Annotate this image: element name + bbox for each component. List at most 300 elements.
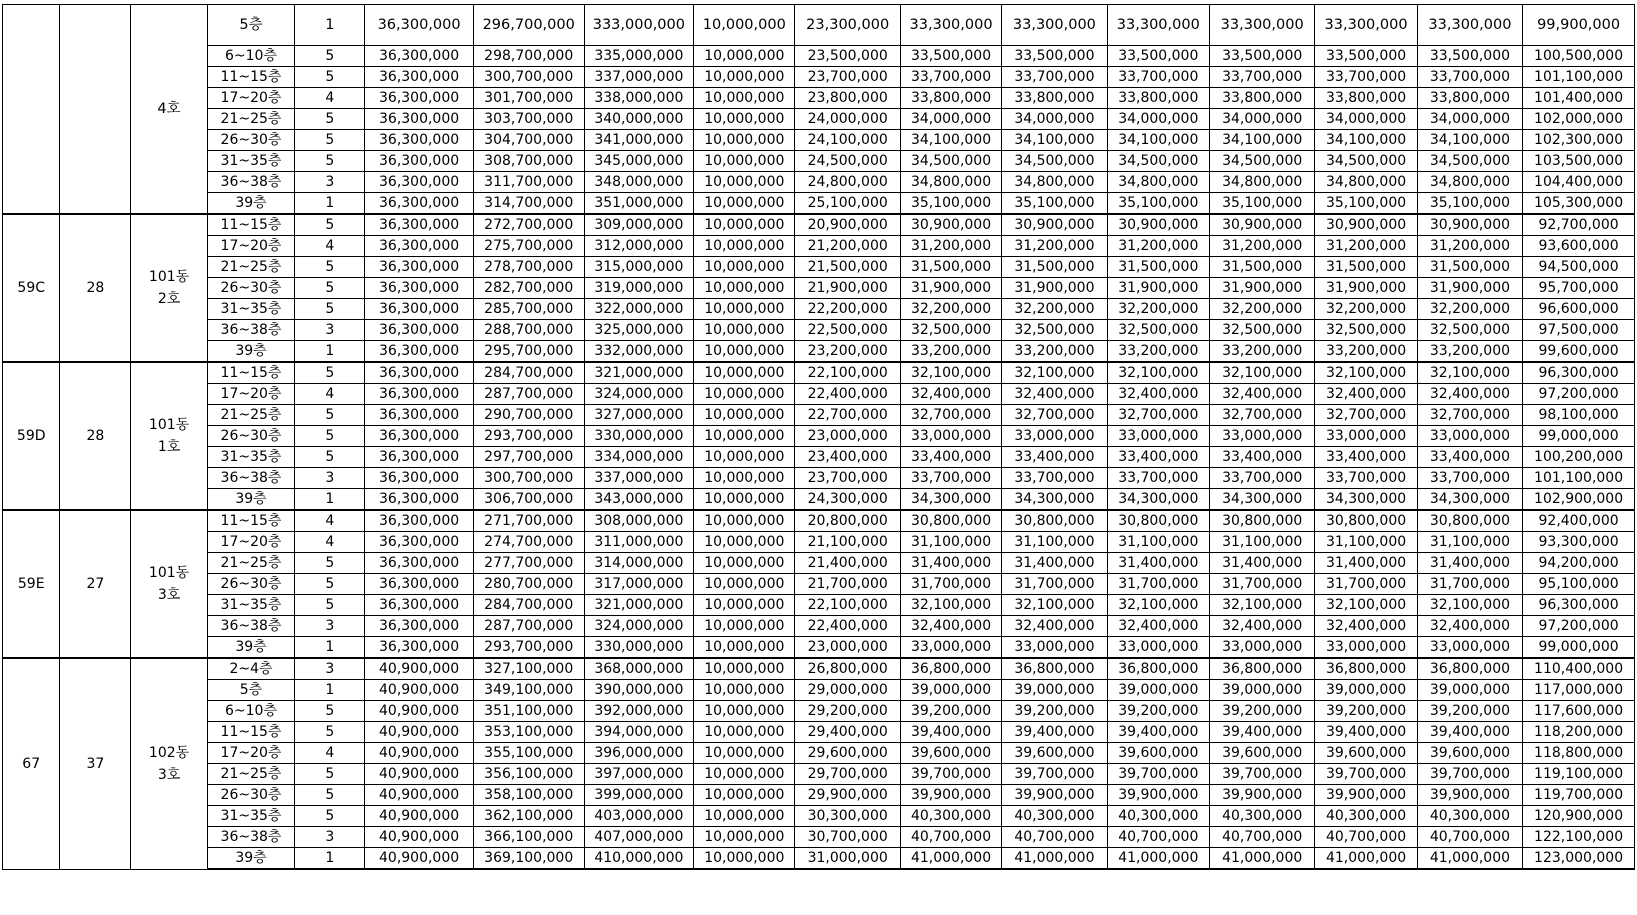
price-cell: 36,300,000 <box>365 510 474 532</box>
price-cell: 36,300,000 <box>365 341 474 363</box>
price-cell: 355,100,000 <box>473 743 584 764</box>
unit-count-cell: 5 <box>295 553 365 574</box>
price-cell: 96,300,000 <box>1523 362 1635 384</box>
price-cell: 32,500,000 <box>1107 320 1209 341</box>
price-cell: 392,000,000 <box>584 701 694 722</box>
price-cell: 338,000,000 <box>584 88 694 109</box>
price-cell: 10,000,000 <box>694 785 795 806</box>
price-cell: 36,300,000 <box>365 405 474 426</box>
price-cell: 39,600,000 <box>1107 743 1209 764</box>
price-cell: 36,300,000 <box>365 172 474 193</box>
unit-count-cell: 5 <box>295 806 365 827</box>
table-row <box>3 785 1635 806</box>
price-cell: 278,700,000 <box>473 257 584 278</box>
floor-range-cell: 36~38층 <box>207 616 295 637</box>
price-cell: 110,400,000 <box>1523 658 1635 680</box>
price-cell: 40,700,000 <box>1107 827 1209 848</box>
price-cell: 23,000,000 <box>795 637 900 659</box>
price-cell: 36,300,000 <box>365 236 474 257</box>
price-cell: 39,900,000 <box>1417 785 1522 806</box>
price-cell: 312,000,000 <box>584 236 694 257</box>
price-cell: 32,100,000 <box>1315 595 1417 616</box>
price-cell: 23,300,000 <box>795 5 900 46</box>
price-cell: 290,700,000 <box>473 405 584 426</box>
floor-range-cell: 39층 <box>207 489 295 511</box>
unit-count-cell: 3 <box>295 468 365 489</box>
price-cell: 39,200,000 <box>1002 701 1107 722</box>
price-cell: 394,000,000 <box>584 722 694 743</box>
household-count-cell: 28 <box>60 362 131 510</box>
price-cell: 308,000,000 <box>584 510 694 532</box>
price-cell: 29,700,000 <box>795 764 900 785</box>
price-cell: 21,200,000 <box>795 236 900 257</box>
price-cell: 31,200,000 <box>1002 236 1107 257</box>
floor-range-cell: 31~35층 <box>207 151 295 172</box>
price-cell: 284,700,000 <box>473 595 584 616</box>
price-cell: 397,000,000 <box>584 764 694 785</box>
price-cell: 41,000,000 <box>1417 848 1522 870</box>
price-cell: 10,000,000 <box>694 236 795 257</box>
price-cell: 102,000,000 <box>1523 109 1635 130</box>
unit-count-cell: 1 <box>295 680 365 701</box>
price-cell: 31,900,000 <box>1002 278 1107 299</box>
price-cell: 31,400,000 <box>1315 553 1417 574</box>
price-cell: 40,300,000 <box>1107 806 1209 827</box>
price-cell: 33,300,000 <box>900 5 1001 46</box>
floor-range-cell: 26~30층 <box>207 130 295 151</box>
price-cell: 36,300,000 <box>365 278 474 299</box>
price-cell: 32,400,000 <box>1209 616 1314 637</box>
price-cell: 24,000,000 <box>795 109 900 130</box>
price-cell: 36,800,000 <box>1417 658 1522 680</box>
price-cell: 36,300,000 <box>365 214 474 236</box>
price-cell: 33,000,000 <box>1417 426 1522 447</box>
table-row <box>3 214 1635 236</box>
price-cell: 39,600,000 <box>1002 743 1107 764</box>
price-cell: 40,900,000 <box>365 722 474 743</box>
price-cell: 10,000,000 <box>694 193 795 215</box>
price-cell: 40,300,000 <box>1002 806 1107 827</box>
unit-count-cell: 1 <box>295 489 365 511</box>
price-cell: 314,000,000 <box>584 553 694 574</box>
price-cell: 119,700,000 <box>1523 785 1635 806</box>
price-cell: 32,200,000 <box>900 299 1001 320</box>
price-cell: 297,700,000 <box>473 447 584 468</box>
price-cell: 10,000,000 <box>694 574 795 595</box>
price-table <box>2 4 1635 870</box>
table-row <box>3 426 1635 447</box>
price-cell: 22,400,000 <box>795 616 900 637</box>
table-row <box>3 341 1635 363</box>
price-cell: 31,500,000 <box>1209 257 1314 278</box>
price-cell: 33,400,000 <box>1107 447 1209 468</box>
price-cell: 120,900,000 <box>1523 806 1635 827</box>
price-cell: 330,000,000 <box>584 426 694 447</box>
price-cell: 32,200,000 <box>1107 299 1209 320</box>
price-cell: 32,500,000 <box>1315 320 1417 341</box>
price-cell: 40,700,000 <box>1315 827 1417 848</box>
price-cell: 100,200,000 <box>1523 447 1635 468</box>
price-cell: 33,400,000 <box>1417 447 1522 468</box>
price-cell: 36,800,000 <box>1107 658 1209 680</box>
price-cell: 36,300,000 <box>365 362 474 384</box>
price-cell: 303,700,000 <box>473 109 584 130</box>
price-cell: 31,700,000 <box>1107 574 1209 595</box>
price-cell: 34,000,000 <box>1002 109 1107 130</box>
price-cell: 36,300,000 <box>365 5 474 46</box>
table-row <box>3 405 1635 426</box>
price-cell: 34,000,000 <box>900 109 1001 130</box>
price-cell: 10,000,000 <box>694 130 795 151</box>
price-cell: 39,000,000 <box>1315 680 1417 701</box>
table-row <box>3 67 1635 88</box>
price-cell: 33,200,000 <box>1209 341 1314 363</box>
floor-range-cell: 31~35층 <box>207 447 295 468</box>
price-cell: 34,300,000 <box>1315 489 1417 511</box>
price-cell: 35,100,000 <box>1209 193 1314 215</box>
price-cell: 10,000,000 <box>694 5 795 46</box>
price-cell: 32,500,000 <box>1417 320 1522 341</box>
price-cell: 94,500,000 <box>1523 257 1635 278</box>
price-cell: 32,400,000 <box>1417 384 1522 405</box>
table-row <box>3 193 1635 215</box>
price-cell: 32,100,000 <box>1417 595 1522 616</box>
price-cell: 39,400,000 <box>1315 722 1417 743</box>
price-cell: 39,700,000 <box>1315 764 1417 785</box>
price-cell: 33,000,000 <box>1315 426 1417 447</box>
price-cell: 298,700,000 <box>473 46 584 67</box>
unit-count-cell: 4 <box>295 510 365 532</box>
price-cell: 309,000,000 <box>584 214 694 236</box>
unit-label-cell: 4호 <box>131 5 207 215</box>
price-cell: 23,400,000 <box>795 447 900 468</box>
price-cell: 33,800,000 <box>1002 88 1107 109</box>
price-cell: 99,600,000 <box>1523 341 1635 363</box>
price-cell: 314,700,000 <box>473 193 584 215</box>
price-cell: 32,400,000 <box>1417 616 1522 637</box>
price-cell: 40,700,000 <box>900 827 1001 848</box>
unit-count-cell: 5 <box>295 785 365 806</box>
floor-range-cell: 36~38층 <box>207 172 295 193</box>
price-cell: 39,900,000 <box>1315 785 1417 806</box>
price-cell: 36,300,000 <box>365 67 474 88</box>
price-cell: 23,800,000 <box>795 88 900 109</box>
price-cell: 36,300,000 <box>365 489 474 511</box>
price-cell: 333,000,000 <box>584 5 694 46</box>
price-cell: 39,900,000 <box>900 785 1001 806</box>
unit-count-cell: 1 <box>295 637 365 659</box>
price-cell: 118,200,000 <box>1523 722 1635 743</box>
price-cell: 29,400,000 <box>795 722 900 743</box>
price-cell: 34,000,000 <box>1209 109 1314 130</box>
table-row <box>3 172 1635 193</box>
price-cell: 39,400,000 <box>900 722 1001 743</box>
price-cell: 40,700,000 <box>1209 827 1314 848</box>
price-cell: 10,000,000 <box>694 532 795 553</box>
unit-count-cell: 3 <box>295 172 365 193</box>
price-cell: 277,700,000 <box>473 553 584 574</box>
price-cell: 284,700,000 <box>473 362 584 384</box>
floor-range-cell: 31~35층 <box>207 806 295 827</box>
price-cell: 20,900,000 <box>795 214 900 236</box>
table-row <box>3 468 1635 489</box>
price-cell: 34,300,000 <box>900 489 1001 511</box>
price-cell: 34,100,000 <box>1107 130 1209 151</box>
unit-count-cell: 5 <box>295 722 365 743</box>
price-cell: 32,400,000 <box>1209 384 1314 405</box>
price-cell: 33,500,000 <box>1417 46 1522 67</box>
price-cell: 33,500,000 <box>1002 46 1107 67</box>
floor-range-cell: 11~15층 <box>207 510 295 532</box>
price-cell: 31,000,000 <box>795 848 900 870</box>
price-cell: 10,000,000 <box>694 743 795 764</box>
price-cell: 34,000,000 <box>1417 109 1522 130</box>
price-cell: 39,600,000 <box>1315 743 1417 764</box>
price-cell: 41,000,000 <box>1315 848 1417 870</box>
table-row <box>3 616 1635 637</box>
price-cell: 10,000,000 <box>694 384 795 405</box>
price-cell: 22,700,000 <box>795 405 900 426</box>
price-cell: 295,700,000 <box>473 341 584 363</box>
table-row <box>3 743 1635 764</box>
price-cell: 40,900,000 <box>365 743 474 764</box>
price-cell: 39,600,000 <box>1209 743 1314 764</box>
price-cell: 10,000,000 <box>694 278 795 299</box>
price-cell: 358,100,000 <box>473 785 584 806</box>
price-cell: 29,200,000 <box>795 701 900 722</box>
price-cell: 39,700,000 <box>900 764 1001 785</box>
price-cell: 306,700,000 <box>473 489 584 511</box>
price-cell: 296,700,000 <box>473 5 584 46</box>
price-cell: 293,700,000 <box>473 637 584 659</box>
price-cell: 22,400,000 <box>795 384 900 405</box>
price-cell: 287,700,000 <box>473 616 584 637</box>
unit-count-cell: 5 <box>295 278 365 299</box>
price-cell: 29,000,000 <box>795 680 900 701</box>
price-cell: 41,000,000 <box>900 848 1001 870</box>
type-cell: 59D <box>3 362 60 510</box>
price-cell: 30,900,000 <box>1209 214 1314 236</box>
floor-range-cell: 36~38층 <box>207 320 295 341</box>
price-cell: 40,300,000 <box>1209 806 1314 827</box>
price-cell: 33,200,000 <box>1315 341 1417 363</box>
price-cell: 31,700,000 <box>900 574 1001 595</box>
price-cell: 30,800,000 <box>900 510 1001 532</box>
price-cell: 40,900,000 <box>365 806 474 827</box>
price-cell: 396,000,000 <box>584 743 694 764</box>
price-cell: 92,400,000 <box>1523 510 1635 532</box>
table-row <box>3 637 1635 659</box>
price-cell: 36,300,000 <box>365 299 474 320</box>
price-cell: 10,000,000 <box>694 489 795 511</box>
price-cell: 32,100,000 <box>1002 362 1107 384</box>
price-cell: 39,200,000 <box>1315 701 1417 722</box>
price-cell: 31,200,000 <box>1315 236 1417 257</box>
price-cell: 369,100,000 <box>473 848 584 870</box>
price-cell: 33,500,000 <box>1209 46 1314 67</box>
price-cell: 36,300,000 <box>365 468 474 489</box>
household-count-cell: 37 <box>60 658 131 869</box>
price-cell: 10,000,000 <box>694 172 795 193</box>
price-cell: 24,800,000 <box>795 172 900 193</box>
price-cell: 301,700,000 <box>473 88 584 109</box>
price-cell: 40,900,000 <box>365 701 474 722</box>
floor-range-cell: 36~38층 <box>207 827 295 848</box>
floor-range-cell: 26~30층 <box>207 426 295 447</box>
price-cell: 10,000,000 <box>694 426 795 447</box>
price-cell: 274,700,000 <box>473 532 584 553</box>
unit-count-cell: 5 <box>295 46 365 67</box>
price-cell: 33,700,000 <box>1002 468 1107 489</box>
price-cell: 321,000,000 <box>584 362 694 384</box>
price-cell: 31,400,000 <box>1417 553 1522 574</box>
price-cell: 399,000,000 <box>584 785 694 806</box>
price-cell: 33,300,000 <box>1417 5 1522 46</box>
floor-range-cell: 26~30층 <box>207 785 295 806</box>
price-cell: 39,900,000 <box>1002 785 1107 806</box>
unit-count-cell: 5 <box>295 299 365 320</box>
price-cell: 36,300,000 <box>365 88 474 109</box>
unit-count-cell: 4 <box>295 384 365 405</box>
table-row <box>3 236 1635 257</box>
price-cell: 10,000,000 <box>694 680 795 701</box>
price-cell: 40,300,000 <box>900 806 1001 827</box>
price-cell: 26,800,000 <box>795 658 900 680</box>
price-cell: 410,000,000 <box>584 848 694 870</box>
unit-count-cell: 1 <box>295 5 365 46</box>
price-cell: 32,100,000 <box>1315 362 1417 384</box>
table-row <box>3 320 1635 341</box>
price-cell: 39,200,000 <box>1209 701 1314 722</box>
unit-count-cell: 5 <box>295 426 365 447</box>
price-cell: 10,000,000 <box>694 595 795 616</box>
price-cell: 97,200,000 <box>1523 616 1635 637</box>
price-cell: 34,100,000 <box>900 130 1001 151</box>
price-cell: 351,100,000 <box>473 701 584 722</box>
price-cell: 98,100,000 <box>1523 405 1635 426</box>
price-cell: 353,100,000 <box>473 722 584 743</box>
price-cell: 33,500,000 <box>1315 46 1417 67</box>
price-cell: 29,600,000 <box>795 743 900 764</box>
price-cell: 10,000,000 <box>694 722 795 743</box>
price-cell: 118,800,000 <box>1523 743 1635 764</box>
price-cell: 351,000,000 <box>584 193 694 215</box>
price-cell: 349,100,000 <box>473 680 584 701</box>
price-cell: 99,900,000 <box>1523 5 1635 46</box>
price-cell: 30,900,000 <box>1417 214 1522 236</box>
price-cell: 287,700,000 <box>473 384 584 405</box>
price-cell: 33,700,000 <box>1002 67 1107 88</box>
price-cell: 33,800,000 <box>900 88 1001 109</box>
table-row <box>3 680 1635 701</box>
price-cell: 325,000,000 <box>584 320 694 341</box>
price-cell: 10,000,000 <box>694 341 795 363</box>
floor-range-cell: 21~25층 <box>207 257 295 278</box>
floor-range-cell: 21~25층 <box>207 405 295 426</box>
unit-count-cell: 4 <box>295 743 365 764</box>
price-cell: 34,800,000 <box>900 172 1001 193</box>
price-cell: 20,800,000 <box>795 510 900 532</box>
price-cell: 39,400,000 <box>1002 722 1107 743</box>
price-cell: 32,400,000 <box>900 384 1001 405</box>
price-cell: 31,700,000 <box>1417 574 1522 595</box>
floor-range-cell: 6~10층 <box>207 46 295 67</box>
floor-range-cell: 31~35층 <box>207 299 295 320</box>
price-cell: 21,500,000 <box>795 257 900 278</box>
price-cell: 31,700,000 <box>1315 574 1417 595</box>
price-cell: 36,300,000 <box>365 109 474 130</box>
price-cell: 31,500,000 <box>1315 257 1417 278</box>
price-cell: 311,000,000 <box>584 532 694 553</box>
price-cell: 31,400,000 <box>1209 553 1314 574</box>
floor-range-cell: 26~30층 <box>207 278 295 299</box>
price-cell: 337,000,000 <box>584 468 694 489</box>
price-cell: 31,400,000 <box>1002 553 1107 574</box>
price-cell: 33,700,000 <box>900 67 1001 88</box>
unit-count-cell: 5 <box>295 595 365 616</box>
price-cell: 22,100,000 <box>795 595 900 616</box>
price-cell: 23,200,000 <box>795 341 900 363</box>
price-cell: 10,000,000 <box>694 151 795 172</box>
price-cell: 31,500,000 <box>1002 257 1107 278</box>
price-cell: 30,700,000 <box>795 827 900 848</box>
price-cell: 31,200,000 <box>1107 236 1209 257</box>
table-row <box>3 362 1635 384</box>
price-cell: 30,900,000 <box>1315 214 1417 236</box>
price-cell: 282,700,000 <box>473 278 584 299</box>
price-cell: 30,900,000 <box>900 214 1001 236</box>
price-cell: 368,000,000 <box>584 658 694 680</box>
price-cell: 33,000,000 <box>1315 637 1417 659</box>
price-cell: 31,700,000 <box>1209 574 1314 595</box>
unit-label-cell: 101동 3호 <box>131 510 207 658</box>
unit-count-cell: 5 <box>295 109 365 130</box>
price-cell: 36,800,000 <box>900 658 1001 680</box>
price-cell: 34,300,000 <box>1002 489 1107 511</box>
price-cell: 36,300,000 <box>365 426 474 447</box>
price-cell: 33,700,000 <box>1107 67 1209 88</box>
price-cell: 337,000,000 <box>584 67 694 88</box>
price-cell: 34,800,000 <box>1315 172 1417 193</box>
price-cell: 41,000,000 <box>1209 848 1314 870</box>
floor-range-cell: 17~20층 <box>207 236 295 257</box>
household-count-cell: 28 <box>60 214 131 362</box>
price-cell: 34,500,000 <box>1315 151 1417 172</box>
price-cell: 36,300,000 <box>365 257 474 278</box>
price-cell: 103,500,000 <box>1523 151 1635 172</box>
price-cell: 23,700,000 <box>795 67 900 88</box>
price-cell: 332,000,000 <box>584 341 694 363</box>
floor-range-cell: 11~15층 <box>207 214 295 236</box>
price-cell: 32,100,000 <box>1209 595 1314 616</box>
price-cell: 39,600,000 <box>1417 743 1522 764</box>
unit-count-cell: 5 <box>295 405 365 426</box>
price-cell: 100,500,000 <box>1523 46 1635 67</box>
floor-range-cell: 11~15층 <box>207 722 295 743</box>
price-cell: 32,200,000 <box>1002 299 1107 320</box>
type-cell <box>3 5 60 215</box>
price-cell: 34,300,000 <box>1107 489 1209 511</box>
price-cell: 24,300,000 <box>795 489 900 511</box>
price-cell: 33,300,000 <box>1107 5 1209 46</box>
price-cell: 33,400,000 <box>1002 447 1107 468</box>
price-cell: 30,300,000 <box>795 806 900 827</box>
price-cell: 31,400,000 <box>1107 553 1209 574</box>
price-cell: 101,100,000 <box>1523 468 1635 489</box>
price-cell: 40,700,000 <box>1417 827 1522 848</box>
table-row <box>3 489 1635 511</box>
floor-range-cell: 39층 <box>207 637 295 659</box>
